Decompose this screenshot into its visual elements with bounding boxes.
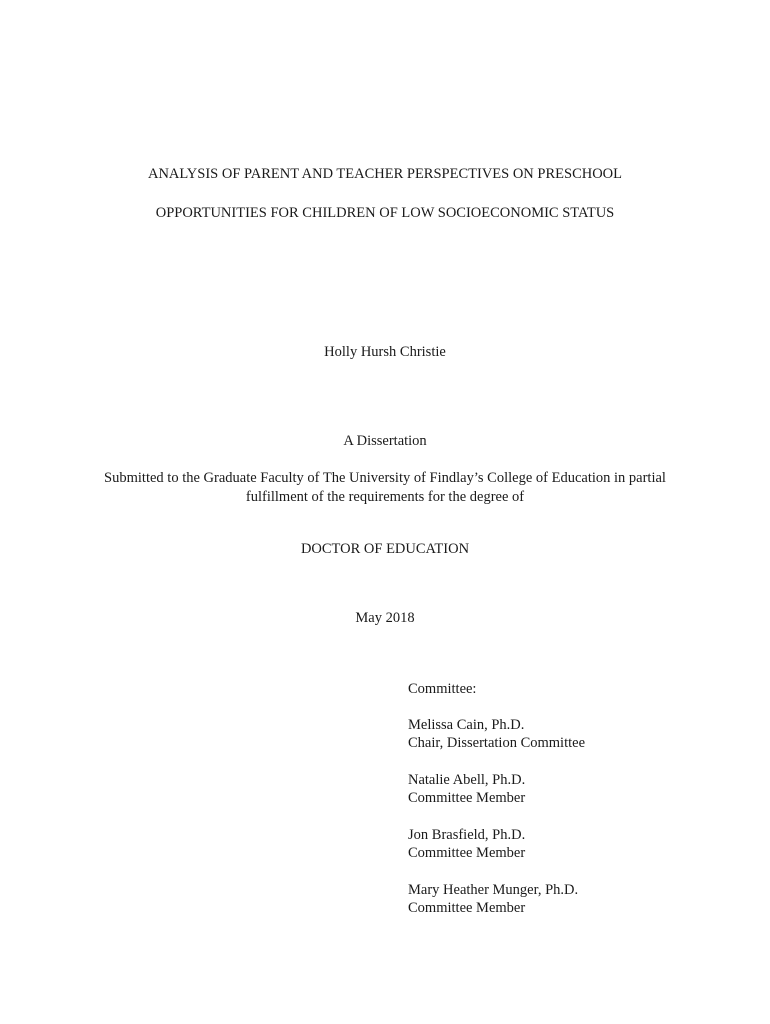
committee-member (408, 828, 748, 864)
member-role: Committee Member (408, 845, 526, 861)
committee-member (408, 773, 748, 809)
submission-line-2: fulfillment of the requirements for the degree of (245, 489, 525, 505)
title-line-2: OPPORTUNITIES FOR CHILDREN OF LOW SOCIOECONOMIC STATUS (155, 205, 615, 221)
committee-member (408, 718, 748, 754)
committee-member (408, 883, 748, 919)
committee-heading: Committee: (408, 681, 477, 697)
committee-block (408, 682, 748, 938)
author-name: Holly Hursh Christie (324, 344, 446, 360)
member-role: Committee Member (408, 790, 526, 806)
member-role: Committee Member (408, 900, 526, 916)
document-type: A Dissertation (343, 433, 427, 449)
title-line-1: ANALYSIS OF PARENT AND TEACHER PERSPECTIVES ON PRESCHOOL (147, 166, 623, 182)
member-name: Mary Heather Munger, Ph.D. (408, 882, 579, 898)
submission-line-1: Submitted to the Graduate Faculty of The University of Findlay’s College of Education in partial (104, 470, 666, 486)
member-role: Chair, Dissertation Committee (408, 735, 586, 751)
member-name: Jon Brasfield, Ph.D. (408, 827, 526, 843)
degree: DOCTOR OF EDUCATION (300, 541, 470, 557)
date: May 2018 (355, 610, 415, 626)
member-name: Natalie Abell, Ph.D. (408, 772, 526, 788)
member-name: Melissa Cain, Ph.D. (408, 717, 525, 733)
